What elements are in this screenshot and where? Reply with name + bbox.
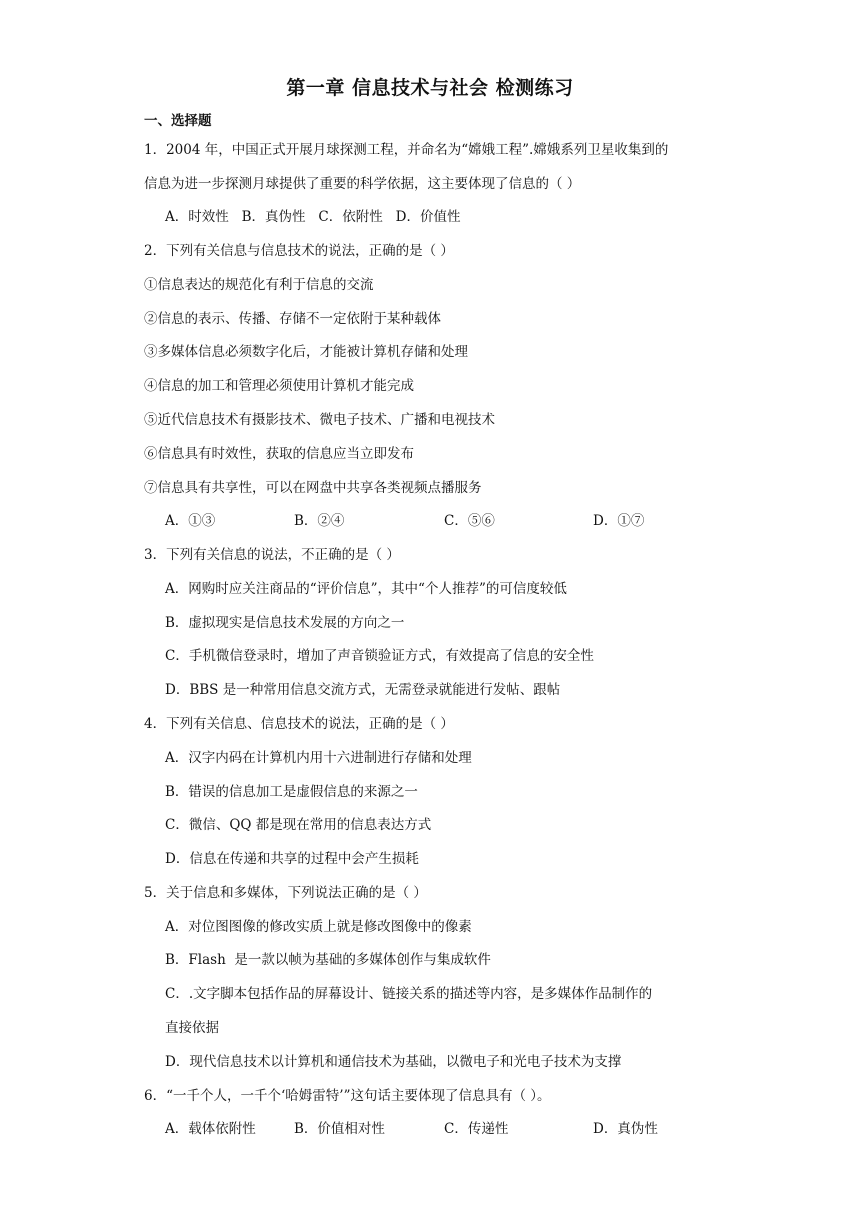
- q2-option-c: C．⑤⑥: [444, 513, 495, 529]
- q5-option-b: B．Flash 是一款以帧为基础的多媒体创作与集成软件: [165, 952, 491, 968]
- q2-option-a: A．①③: [165, 513, 216, 529]
- q2-option-d: D．①⑦: [593, 513, 645, 529]
- page-title: 第一章 信息技术与社会 检测练习: [286, 77, 574, 99]
- q3-option-c: C．手机微信登录时，增加了声音锁验证方式，有效提高了信息的安全性: [165, 648, 594, 664]
- q2-item-1: ①信息表达的规范化有利于信息的交流: [144, 277, 374, 293]
- q1-options: A．时效性 B．真伪性 C．依附性 D．价值性: [165, 209, 461, 225]
- q1-line-1: 1．2004 年，中国正式开展月球探测工程，并命名为“嫦娥工程”.嫦娥系列卫星收集到的: [144, 142, 669, 158]
- q3-option-a: A．网购时应关注商品的“评价信息”，其中“个人推荐”的可信度较低: [165, 581, 567, 597]
- q4-stem: 4．下列有关信息、信息技术的说法，正确的是（ ）: [144, 716, 454, 732]
- q6-option-c: C．传递性: [444, 1121, 509, 1137]
- q2-item-7: ⑦信息具有共享性，可以在网盘中共享各类视频点播服务: [144, 480, 482, 496]
- q4-option-b: B．错误的信息加工是虚假信息的来源之一: [165, 784, 418, 800]
- q5-option-a: A．对位图图像的修改实质上就是修改图像中的像素: [165, 919, 472, 935]
- q2-item-5: ⑤近代信息技术有摄影技术、微电子技术、广播和电视技术: [144, 412, 495, 428]
- q5-option-d: D．现代信息技术以计算机和通信技术为基础，以微电子和光电子技术为支撑: [165, 1054, 622, 1070]
- q3-option-d: D．BBS 是一种常用信息交流方式，无需登录就能进行发帖、跟帖: [165, 682, 561, 698]
- q2-item-6: ⑥信息具有时效性，获取的信息应当立即发布: [144, 446, 414, 462]
- q6-option-d: D．真伪性: [593, 1121, 658, 1137]
- q2-item-4: ④信息的加工和管理必须使用计算机才能完成: [144, 378, 414, 394]
- q3-option-b: B．虚拟现实是信息技术发展的方向之一: [165, 615, 405, 631]
- q5-option-c: C．.文字脚本包括作品的屏幕设计、链接关系的描述等内容，是多媒体作品制作的: [165, 986, 653, 1002]
- q4-option-d: D．信息在传递和共享的过程中会产生损耗: [165, 851, 419, 867]
- q6-option-b: B．价值相对性: [294, 1121, 385, 1137]
- q2-stem: 2．下列有关信息与信息技术的说法，正确的是（ ）: [144, 243, 454, 259]
- q2-option-b: B．②④: [294, 513, 345, 529]
- q4-option-a: A．汉字内码在计算机内用十六进制进行存储和处理: [165, 750, 472, 766]
- q6-stem: 6．“一千个人，一千个‘哈姆雷特’”这句话主要体现了信息具有（ ）。: [144, 1088, 551, 1104]
- q6-option-a: A．载体依附性: [165, 1121, 256, 1137]
- q2-item-3: ③多媒体信息必须数字化后，才能被计算机存储和处理: [144, 344, 468, 360]
- section-heading: 一、选择题: [144, 113, 212, 129]
- q3-stem: 3．下列有关信息的说法，不正确的是（ ）: [144, 547, 400, 563]
- q2-item-2: ②信息的表示、传播、存储不一定依附于某种载体: [144, 311, 441, 327]
- q4-option-c: C．微信、QQ 都是现在常用的信息表达方式: [165, 817, 432, 833]
- q5-stem: 5．关于信息和多媒体，下列说法正确的是（ ）: [144, 885, 427, 901]
- q5-option-c-continued: 直接依据: [165, 1020, 219, 1036]
- q1-line-2: 信息为进一步探测月球提供了重要的科学依据，这主要体现了信息的（ ）: [144, 176, 581, 192]
